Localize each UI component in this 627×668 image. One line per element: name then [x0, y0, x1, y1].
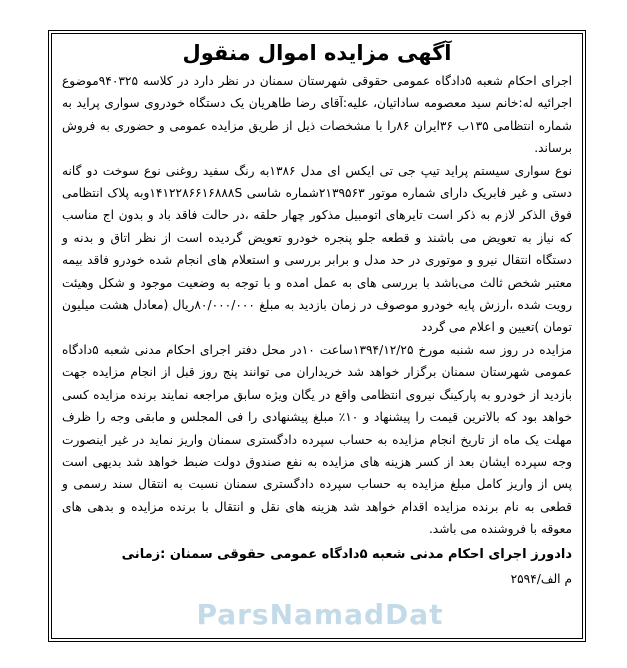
notice-paragraph-intro: اجرای احکام شعبه ۵دادگاه عمومی حقوقی شهرستان سمنان در نظر دارد در کلاسه ۹۴۰۳۲۵موضوع اجرائیه له:خانم سید معصومه ساداتیان، علیه:آقای رضا طاهریان یک دستگاه خودروی سواری پراید به شماره انتظامی ۱۳۵ب ۳۶ایران ۸۶را با مشخصات ذیل از طریق مزایده عمومی و حضوری به فروش برساند.: [62, 74, 572, 156]
notice-paragraph-vehicle-specs: نوع سواری سیستم پراید تیپ جی تی ایکس ای مدل ۱۳۸۶به رنگ سفید روغنی نوع سوخت دو گانه دستی و غیر فابریک دارای شماره موتور ۲۱۳۹۵۶۳شماره شاسی ۱۴۱۲۲۸۶۶۱۶۸۸۸Sوبه پلاک انتظامی فوق الذکر لازم به ذکر است تایرهای اتومبیل مذکور چهار حلقه ،در حالت فاقد باد و بدون اج مناسب که نیاز به تعویض می باشند و قطعه جلو پنجره خودرو تعویض گردیده است از نظر اتاق و بدنه و دستگاه انتقال نیرو و موتوری در حد مدل و برابر بررسی و استعلام های انجام شده خودرو فاقد بیمه معتبر شخص ثالث می‌باشد با بررسی های به عمل امده و با توجه به وضعیت موجود و شکل وهیئت رویت شده ،ارزش پایه خودرو موصوف در زمان بازدید به مبلغ ۸۰/۰۰۰/۰۰۰ریال (معادل هشت میلیون تومان )تعیین و اعلام می گردد: [62, 163, 572, 335]
notice-title: آگهی مزایده اموال منقول: [182, 41, 452, 65]
notice-signature: دادورز اجرای احکام مدنی شعبه ۵دادگاه عمومی حقوقی سمنان :زمانی: [121, 546, 572, 562]
notice-body: [51, 33, 583, 639]
watermark-text: ParsNamadDat: [196, 598, 444, 631]
notice-reference-number: م الف/۲۵۹۴: [510, 571, 572, 586]
notice-frame: [48, 30, 586, 642]
notice-paragraph-auction-terms: مزایده در روز سه شنبه مورخ ۱۳۹۴/۱۲/۲۵ساعت ۱۰در محل دفتر اجرای احکام مدنی شعبه ۵دادگاه عمومی شهرستان سمنان برگزار خواهد شد خریداران می توانند پنج روز قبل از انجام مزایده جهت بازدید از خودرو به پارکینگ نیروی انتظامی واقع در یگان ویژه سابق مراجعه نمایند برنده مزایده کسی خواهد بود که بالاترین قیمت را پیشنهاد و ۱۰٪ مبلغ پیشنهادی را فی المجلس و مابقی وجه را ظرف مهلت یک ماه از تاریخ انجام مزایده به حساب سپرده دادگستری سمنان واریز نماید در غیر اینصورت وجه سپرده ایشان بعد از کسر هزینه های مزایده به نفع صندوق دولت ضبط خواهد شد بدیهی است پس از واریز کامل مبلغ مزایده به حساب سپرده دادگستری سمنان نسبت به انتقال سند رسمی و قطعی به نام برنده مزایده اقدام خواهد شد هزینه های نقل و انتقال با برنده مزایده و بدهی های معوقه با فروشنده می باشد.: [62, 342, 573, 537]
